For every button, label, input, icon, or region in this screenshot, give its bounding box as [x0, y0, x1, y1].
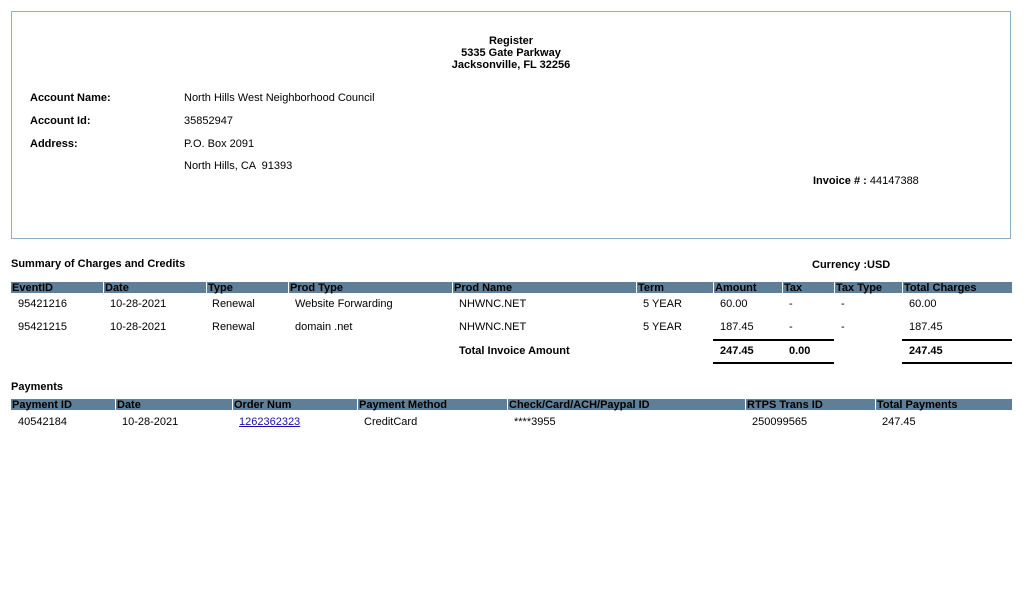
charge-total: 187.45 — [909, 321, 943, 333]
charge-term: 5 YEAR — [643, 321, 682, 333]
charge-prod-type: domain .net — [295, 321, 353, 333]
company-address-block — [12, 35, 1010, 71]
charge-amount: 60.00 — [720, 298, 748, 310]
invoice-number-label: Invoice # : — [813, 175, 867, 187]
charge-prod-name: NHWNC.NET — [459, 321, 527, 333]
charge-type: Renewal — [212, 321, 255, 333]
address-line-1: P.O. Box 2091 — [184, 138, 255, 150]
charges-section-title: Summary of Charges and Credits — [11, 258, 186, 270]
company-name: Register — [488, 35, 534, 47]
payment-date: 10-28-2021 — [122, 416, 179, 428]
charge-date: 10-28-2021 — [110, 298, 167, 310]
currency-label: Currency :USD — [812, 259, 891, 271]
account-name-value: North Hills West Neighborhood Council — [184, 92, 375, 104]
charge-event-id: 95421215 — [18, 321, 67, 333]
total-payments: 247.45 — [882, 416, 916, 428]
payments-table-header — [11, 399, 1012, 410]
charge-tax: - — [789, 298, 793, 310]
total-invoice-label: Total Invoice Amount — [459, 345, 570, 357]
total-amount: 247.45 — [720, 345, 754, 357]
totals-bottom-rule-amount — [713, 362, 834, 364]
payments-header-cell: Date — [115, 399, 232, 410]
company-city: Jacksonville, FL 32256 — [451, 59, 571, 71]
account-id-value: 35852947 — [184, 115, 233, 127]
charge-tax-type: - — [841, 298, 845, 310]
invoice-number-value: 44147388 — [869, 175, 919, 187]
charge-tax: - — [789, 321, 793, 333]
charges-header-cell: Type — [206, 282, 289, 293]
charges-header-cell: Prod Type — [288, 282, 452, 293]
charges-table-header — [11, 282, 1012, 293]
charge-tax-type: - — [841, 321, 845, 333]
charges-header-cell: Term — [636, 282, 713, 293]
totals-top-rule-amount — [713, 339, 834, 341]
invoice-header-box — [11, 11, 1011, 239]
totals-bottom-rule-charges — [902, 362, 1012, 364]
charge-prod-name: NHWNC.NET — [459, 298, 527, 310]
payments-header-cell: Order Num — [232, 399, 357, 410]
charge-prod-type: Website Forwarding — [295, 298, 393, 310]
charges-header-cell: Tax — [782, 282, 834, 293]
charge-event-id: 95421216 — [18, 298, 67, 310]
charge-total: 60.00 — [909, 298, 937, 310]
payment-method: CreditCard — [364, 416, 418, 428]
charge-amount: 187.45 — [720, 321, 754, 333]
charge-type: Renewal — [212, 298, 255, 310]
payments-header-cell: Total Payments — [875, 399, 1012, 410]
charges-header-cell: Prod Name — [452, 282, 636, 293]
payments-section-title: Payments — [11, 381, 63, 393]
charges-header-cell: Tax Type — [834, 282, 902, 293]
payment-id: 40542184 — [18, 416, 67, 428]
address-line-2: North Hills, CA 91393 — [184, 160, 293, 172]
charge-date: 10-28-2021 — [110, 321, 167, 333]
charge-term: 5 YEAR — [643, 298, 682, 310]
payments-header-cell: Payment ID — [12, 399, 72, 411]
rtps-trans-id: 250099565 — [752, 416, 808, 428]
payment-card-id: ****3955 — [514, 416, 556, 428]
company-street: 5335 Gate Parkway — [461, 47, 561, 59]
charges-header-cell: EventID — [12, 282, 53, 294]
order-number-link[interactable]: 1262362323 — [239, 416, 301, 428]
totals-top-rule-charges — [902, 339, 1012, 341]
charges-header-cell: Date — [103, 282, 206, 293]
invoice-number — [813, 175, 919, 187]
payments-header-cell: Check/Card/ACH/Paypal ID — [507, 399, 745, 410]
total-charges: 247.45 — [909, 345, 943, 357]
address-label: Address: — [30, 138, 78, 150]
payments-header-cell: RTPS Trans ID — [745, 399, 875, 410]
payments-header-cell: Payment Method — [357, 399, 507, 410]
account-id-label: Account Id: — [30, 115, 91, 127]
total-tax: 0.00 — [789, 345, 811, 357]
charges-header-cell: Amount — [713, 282, 782, 293]
charges-header-cell: Total Charges — [902, 282, 1012, 293]
account-name-label: Account Name: — [30, 92, 111, 104]
